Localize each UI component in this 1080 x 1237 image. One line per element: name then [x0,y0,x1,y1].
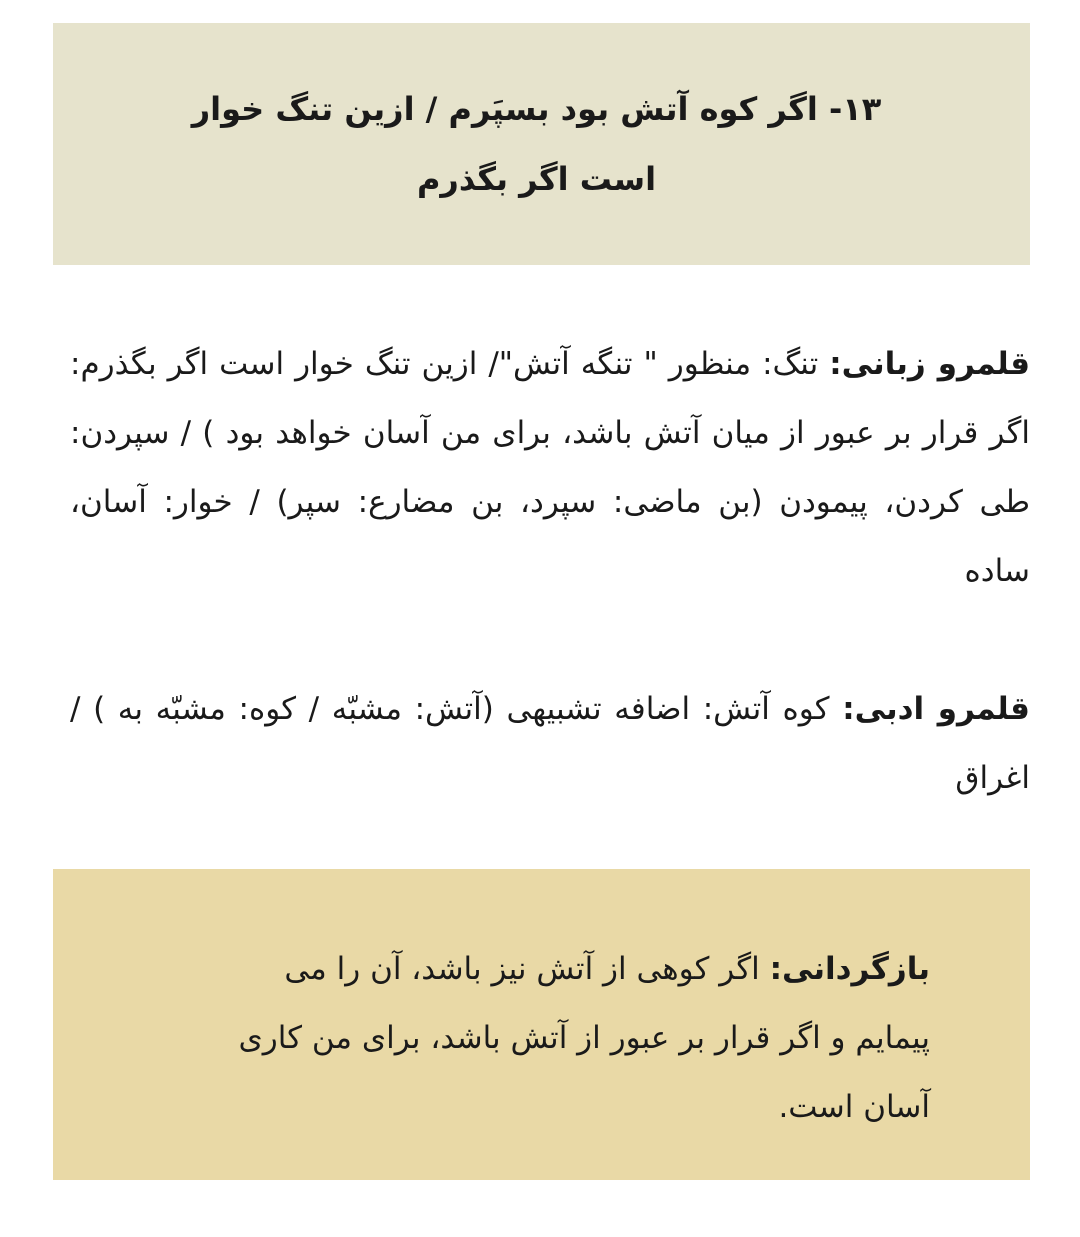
literary-paragraph [70,675,1030,813]
verse-title: ۱۳- اگر کوه آتش بود بسپَرم / ازین تنگ خوار است اگر بگذرم [191,90,882,198]
linguistic-label: قلمرو زبانی: [829,346,1030,382]
explanation-section [70,330,1030,813]
literary-text: کوه آتش: اضافه تشبیهی (آتش: مشبّه / کوه: مشبّه به ) / اغراق [70,691,1030,796]
linguistic-paragraph [70,330,1030,606]
paraphrase-label: بازگردانی: [769,951,930,987]
literary-label: قلمرو ادبی: [842,691,1030,727]
paraphrase-text: اگر کوهی از آتش نیز باشد، آن را می پیمایم و اگر قرار بر عبور از آتش باشد، برای من کاری آسان است. [238,951,930,1125]
paraphrase-box [53,869,1030,1180]
verse-title-box [53,23,1030,265]
linguistic-text: تنگ: منظور " تنگه آتش"/ ازین تنگ خوار است اگر بگذرم: اگر قرار بر عبور از میان آتش باشد، برای من آسان خواهد بود ) / سپردن: طی کردن، پیمودن (بن ماضی: سپرد، بن مضارع: سپر) / خوار: آسان، ساده [70,346,1030,589]
paraphrase-paragraph [203,935,930,1142]
